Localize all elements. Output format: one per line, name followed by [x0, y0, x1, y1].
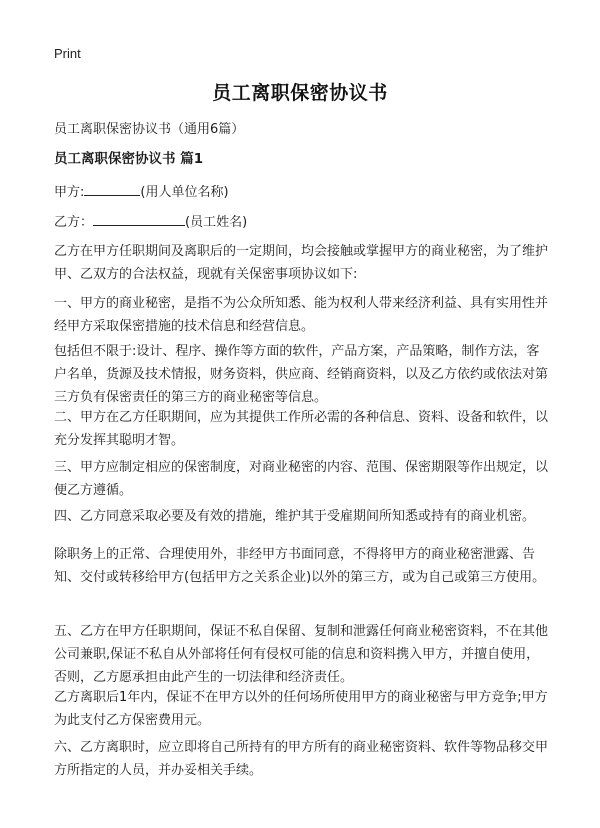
party-b-line [54, 210, 548, 234]
party-a-line [54, 180, 548, 204]
paragraph-clause-6: 六、乙方离职时，应立即将自己所持有的甲方所有的商业秘密资料、软件等物品移交甲方所指定的人员，并办妥相关手续。 [54, 740, 549, 778]
page-title: 员工离职保密协议书 [212, 82, 388, 104]
paragraph-clause-5: 五、乙方在甲方任职期间，保证不私自保留、复制和泄露任何商业秘密资料，不在其他公司兼职,保证不私自从外部将任何有侵权可能的信息和资料携入甲方，并擅自使用，否则，乙方愿承担由此产生的一切法律和经济责任。 [54, 624, 549, 685]
paragraph-clause-5-detail: 乙方离职后1年内，保证不在甲方以外的任何场所使用甲方的商业秘密与甲方竞争;甲方为此支付乙方保密费用元。 [54, 690, 548, 728]
print-link[interactable]: Print [54, 46, 81, 61]
paragraph-clause-1-detail: 包括但不限于:设计、程序、操作等方面的软件，产品方案，产品策略，制作方法，客户名单，货源及技术情报，财务资料，供应商、经销商资料，以及乙方依约或依法对第三方负有保密责任的第三方的商业秘密等信息。 [54, 344, 549, 405]
party-b-blank [93, 210, 185, 226]
party-b-note: (员工姓名) [185, 215, 248, 230]
paragraph-clause-3: 三、甲方应制定相应的保密制度，对商业秘密的内容、范围、保密期限等作出规定，以便乙方遵循。 [54, 460, 549, 498]
paragraph-clause-1: 一、甲方的商业秘密，是指不为公众所知悉、能为权利人带来经济利益、具有实用性并经甲方采取保密措施的技术信息和经营信息。 [54, 296, 549, 334]
party-a-blank [84, 180, 140, 196]
paragraph-clause-2: 二、甲方在乙方任职期间，应为其提供工作所必需的各种信息、资料、设备和软件，以充分发挥其聪明才智。 [54, 410, 549, 448]
document-subtitle: 员工离职保密协议书（通用6篇） [54, 122, 245, 137]
party-a-label: 甲方: [54, 185, 85, 200]
party-a-note: (用人单位名称) [140, 185, 229, 200]
paragraph-intro: 乙方在甲方任职期间及离职后的一定期间，均会接触或掌握甲方的商业秘密，为了维护甲、乙双方的合法权益，现就有关保密事项协议如下: [54, 244, 549, 282]
paragraph-clause-4: 四、乙方同意采取必要及有效的措施，维护其于受雇期间所知悉或持有的商业机密。 [54, 509, 536, 524]
party-b-label: 乙方： [54, 215, 94, 230]
paragraph-clause-4-detail: 除职务上的正常、合理使用外，非经甲方书面同意，不得将甲方的商业秘密泄露、告知、交付或转移给甲方(包括甲方之关系企业)以外的第三方，或为自己或第三方使用。 [54, 547, 546, 585]
section-heading: 员工离职保密协议书 篇1 [54, 151, 204, 167]
